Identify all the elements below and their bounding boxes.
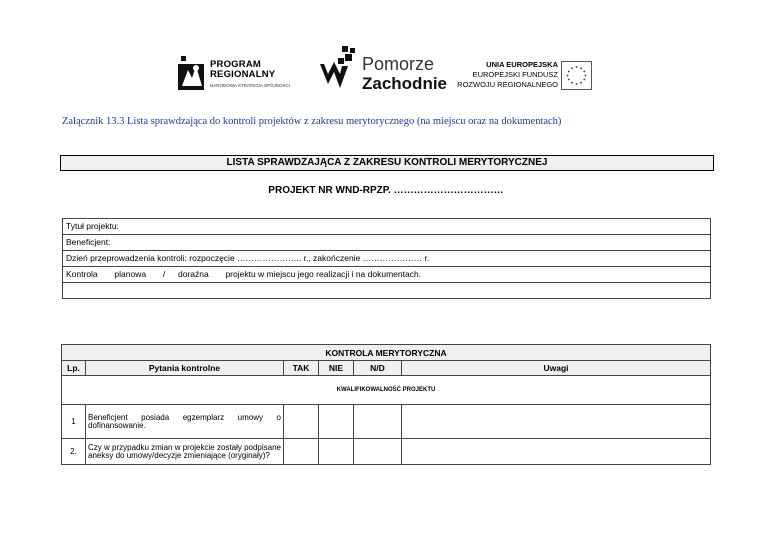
- control-type-field[interactable]: [63, 267, 711, 283]
- row-number: 1: [62, 405, 86, 439]
- control-description: projektu w miejscu jego realizacji i na dokumentach.: [225, 269, 422, 279]
- project-title-field[interactable]: Tytuł projektu:: [63, 219, 711, 235]
- pomorze-logo-line2: Zachodnie: [362, 74, 448, 93]
- program-logo-sub: NARODOWA STRATEGIA SPÓJNOŚCI: [210, 83, 291, 88]
- list-title: LISTA SPRAWDZAJĄCA Z ZAKRESU KONTROLI MERYTORYCZNEJ: [60, 155, 714, 171]
- nie-cell[interactable]: [319, 405, 354, 439]
- pomorze-zachodnie-logo: [318, 44, 448, 94]
- program-regionalny-emblem-icon: [178, 56, 206, 94]
- eu-logo: [458, 60, 598, 90]
- uwagi-cell[interactable]: [402, 439, 711, 465]
- control-word: Kontrola: [66, 269, 98, 279]
- eu-logo-line1: UNIA EUROPEJSKA: [486, 60, 558, 69]
- nd-cell[interactable]: [354, 405, 402, 439]
- pomorze-zachodnie-emblem-icon: [318, 44, 362, 94]
- col-questions: Pytania kontrolne: [86, 361, 284, 376]
- eu-flag-icon: [561, 61, 592, 90]
- row-question: Beneficjent posiada egzemplarz umowy o dofinansowanie.: [86, 405, 284, 439]
- nd-cell[interactable]: [354, 439, 402, 465]
- eu-logo-line3: ROZWOJU REGIONALNEGO: [457, 80, 558, 89]
- tak-cell[interactable]: [284, 405, 319, 439]
- program-logo-line1: PROGRAM: [210, 59, 262, 70]
- uwagi-cell[interactable]: [402, 405, 711, 439]
- row-question: Czy w przypadku zmian w projekcie zostały podpisane aneksy do umowy/decyzje zmieniające (oryginały)?: [86, 439, 284, 465]
- col-lp: Lp.: [62, 361, 86, 376]
- control-table: [61, 344, 711, 465]
- col-nie: NIE: [319, 361, 354, 376]
- col-nd: N/D: [354, 361, 402, 376]
- beneficiary-field[interactable]: Beneficjent:: [63, 235, 711, 251]
- control-adhoc-option[interactable]: doraźna: [177, 269, 209, 279]
- col-tak: TAK: [284, 361, 319, 376]
- col-uwagi: Uwagi: [402, 361, 711, 376]
- program-logo-line2: REGIONALNY: [210, 69, 276, 80]
- section-header: KWALIFIKOWALNOŚĆ PROJEKTU: [62, 376, 711, 405]
- table-header: KONTROLA MERYTORYCZNA: [62, 345, 711, 361]
- table-row: [62, 439, 711, 465]
- table-row: [62, 405, 711, 439]
- pomorze-logo-line1: Pomorze: [362, 54, 435, 74]
- program-regionalny-logo: [178, 54, 308, 94]
- nie-cell[interactable]: [319, 439, 354, 465]
- info-blank-row[interactable]: [63, 283, 711, 299]
- control-separator: /: [162, 269, 166, 279]
- control-date-field[interactable]: Dzień przeprowadzenia kontroli: rozpoczęcie ………………….. r., zakończenie ………………… r.: [63, 251, 711, 267]
- eu-logo-line2: EUROPEJSKI FUNDUSZ: [472, 70, 558, 79]
- annex-title: Załącznik 13.3 Lista sprawdzająca do kontroli projektów z zakresu merytorycznego (na miejscu oraz na dokumentach): [62, 116, 562, 127]
- row-number: 2.: [62, 439, 86, 465]
- tak-cell[interactable]: [284, 439, 319, 465]
- project-info-table: [62, 218, 711, 299]
- project-number: PROJEKT NR WND-RPZP. ……………………………: [268, 185, 504, 196]
- control-planned-option[interactable]: planowa: [114, 269, 147, 279]
